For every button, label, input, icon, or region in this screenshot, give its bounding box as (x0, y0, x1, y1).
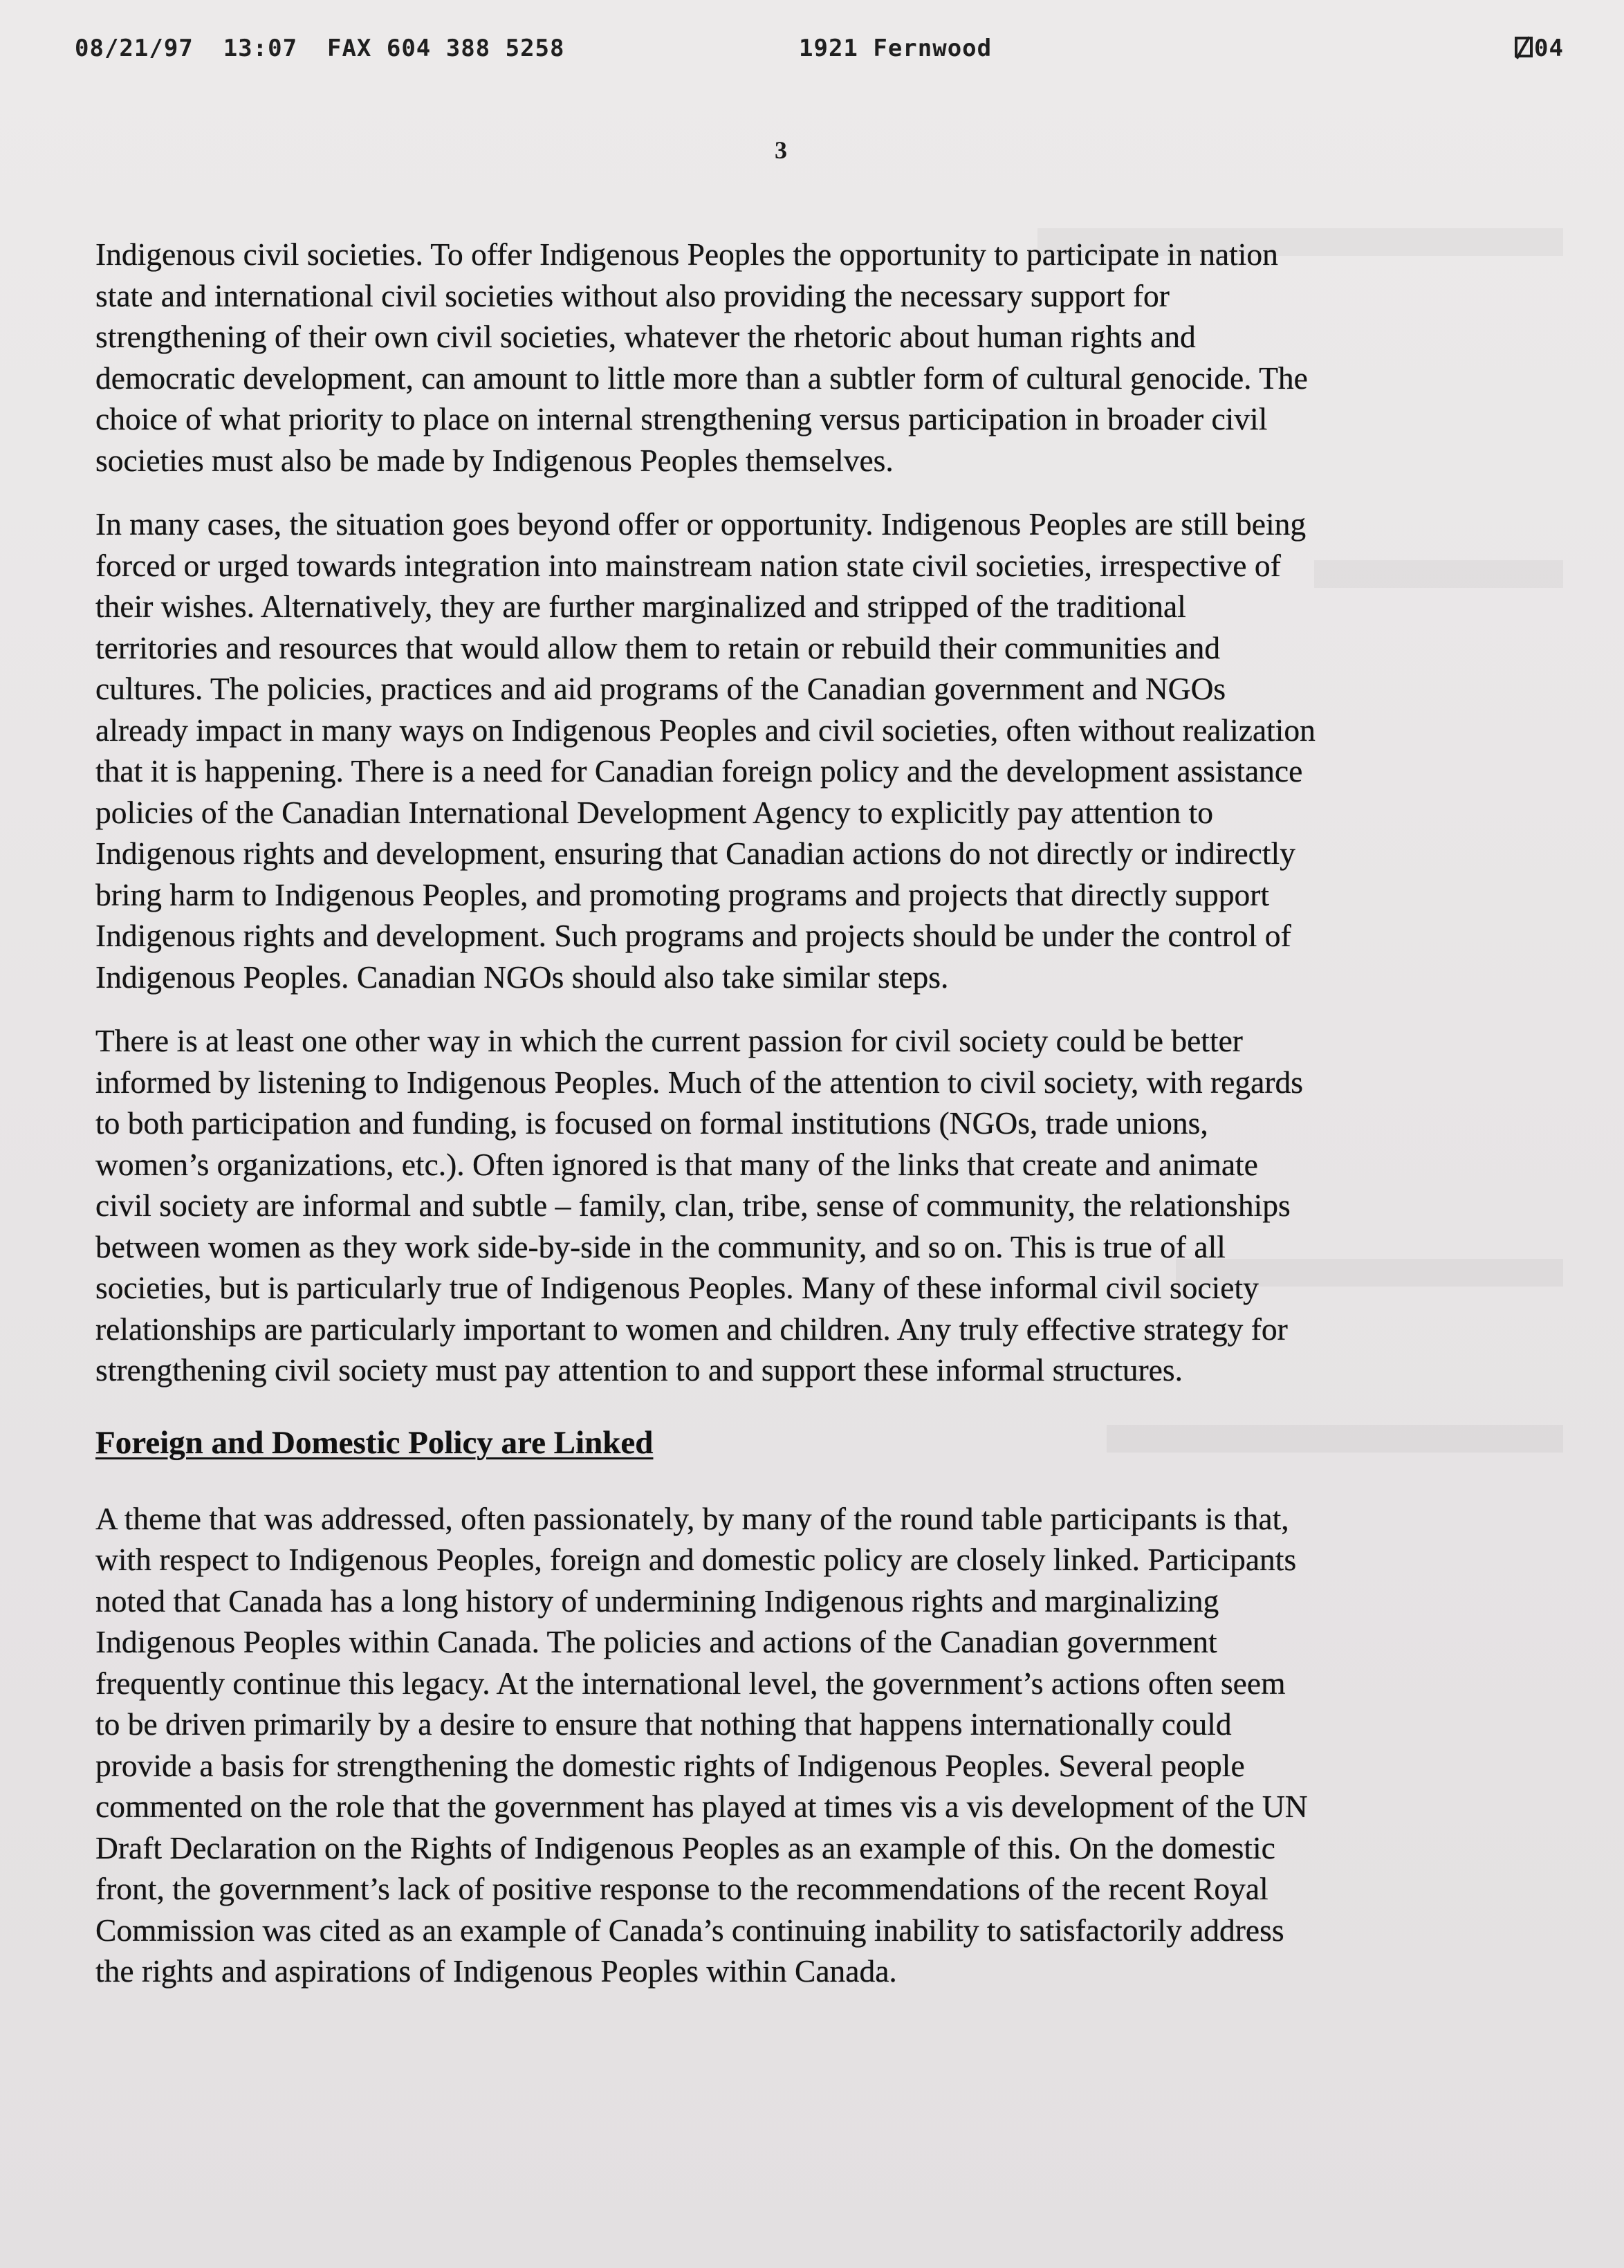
paragraph: A theme that was addressed, often passionately, by many of the round table participants is that, with respect to Indigenous Peoples, foreign and domestic policy are closely linked. Participants noted that Canada has a long history of undermining Indigenous rights and marginalizing Indigenous Peoples within Canada. The policies and actions of the Canadian government frequently continue this legacy. At the international level, the government’s actions often seem to be driven primarily by a desire to ensure that nothing that happens internationally could provide a basis for strengthening the domestic rights of Indigenous Peoples. Several people commented on the role that the government has played at times vis a vis development of the UN Draft Declaration on the Rights of Indigenous Peoples as an example of this. On the domestic front, the government’s lack of positive response to the recommendations of the recent Royal Commission was cited as an example of Canada’s continuing inability to satisfactorily address the rights and aspirations of Indigenous Peoples within Canada. (95, 1500, 1308, 1989)
paragraph: Indigenous civil societies. To offer Indigenous Peoples the opportunity to participate in nation state and international civil societies without also providing the necessary support for strengthening of their own civil societies, whatever the rhetoric about human rights and democratic development, can amount to little more than a subtler form of cultural genocide. The choice of what priority to place on internal strengthening versus participation in broader civil societies must also be made by Indigenous Peoples themselves. (95, 237, 1308, 478)
fax-page-number: 04 (1534, 35, 1564, 62)
page-number: 3 (775, 136, 787, 164)
fax-header-center: 1921 Fernwood (799, 35, 993, 62)
document-body (95, 234, 1479, 2015)
fax-page-icon (1515, 37, 1533, 57)
section-heading: Foreign and Domestic Policy are Linked (95, 1424, 654, 1461)
paragraph: There is at least one other way in which the current passion for civil society could be better informed by listening to Indigenous Peoples. Much of the attention to civil society, with regards to both participation and funding, is focused on formal institutions (NGOs, trade unions, women’s organizations, etc.). Often ignored is that many of the links that create and animate civil society are informal and subtle – family, clan, tribe, sense of community, the relationships between women as they work side-by-side in the community, and so on. This is true of all societies, but is particularly true of Indigenous Peoples. Many of these informal civil society relationships are particularly important to women and children. Any truly effective strategy for strengthening civil society must pay attention to and support these informal structures. (95, 1023, 1303, 1387)
fax-header-right (1515, 35, 1564, 62)
fax-header (75, 35, 1583, 69)
paragraph: In many cases, the situation goes beyond offer or opportunity. Indigenous Peoples are still being forced or urged towards integration into mainstream nation state civil societies, irrespective of their wishes. Alternatively, they are further marginalized and stripped of the traditional territories and resources that would allow them to retain or rebuild their communities and cultures. The policies, practices and aid programs of the Canadian government and NGOs already impact in many ways on Indigenous Peoples and civil societies, often without realization that it is happening. There is a need for Canadian foreign policy and the development assistance policies of the Canadian International Development Agency to explicitly pay attention to Indigenous rights and development, ensuring that Canadian actions do not directly or indirectly bring harm to Indigenous Peoples, and promoting programs and projects that directly support Indigenous rights and development. Such programs and projects should be under the control of Indigenous Peoples. Canadian NGOs should also take similar steps. (95, 506, 1316, 995)
fax-header-left: 08/21/97 13:07 FAX 604 388 5258 (75, 35, 565, 62)
